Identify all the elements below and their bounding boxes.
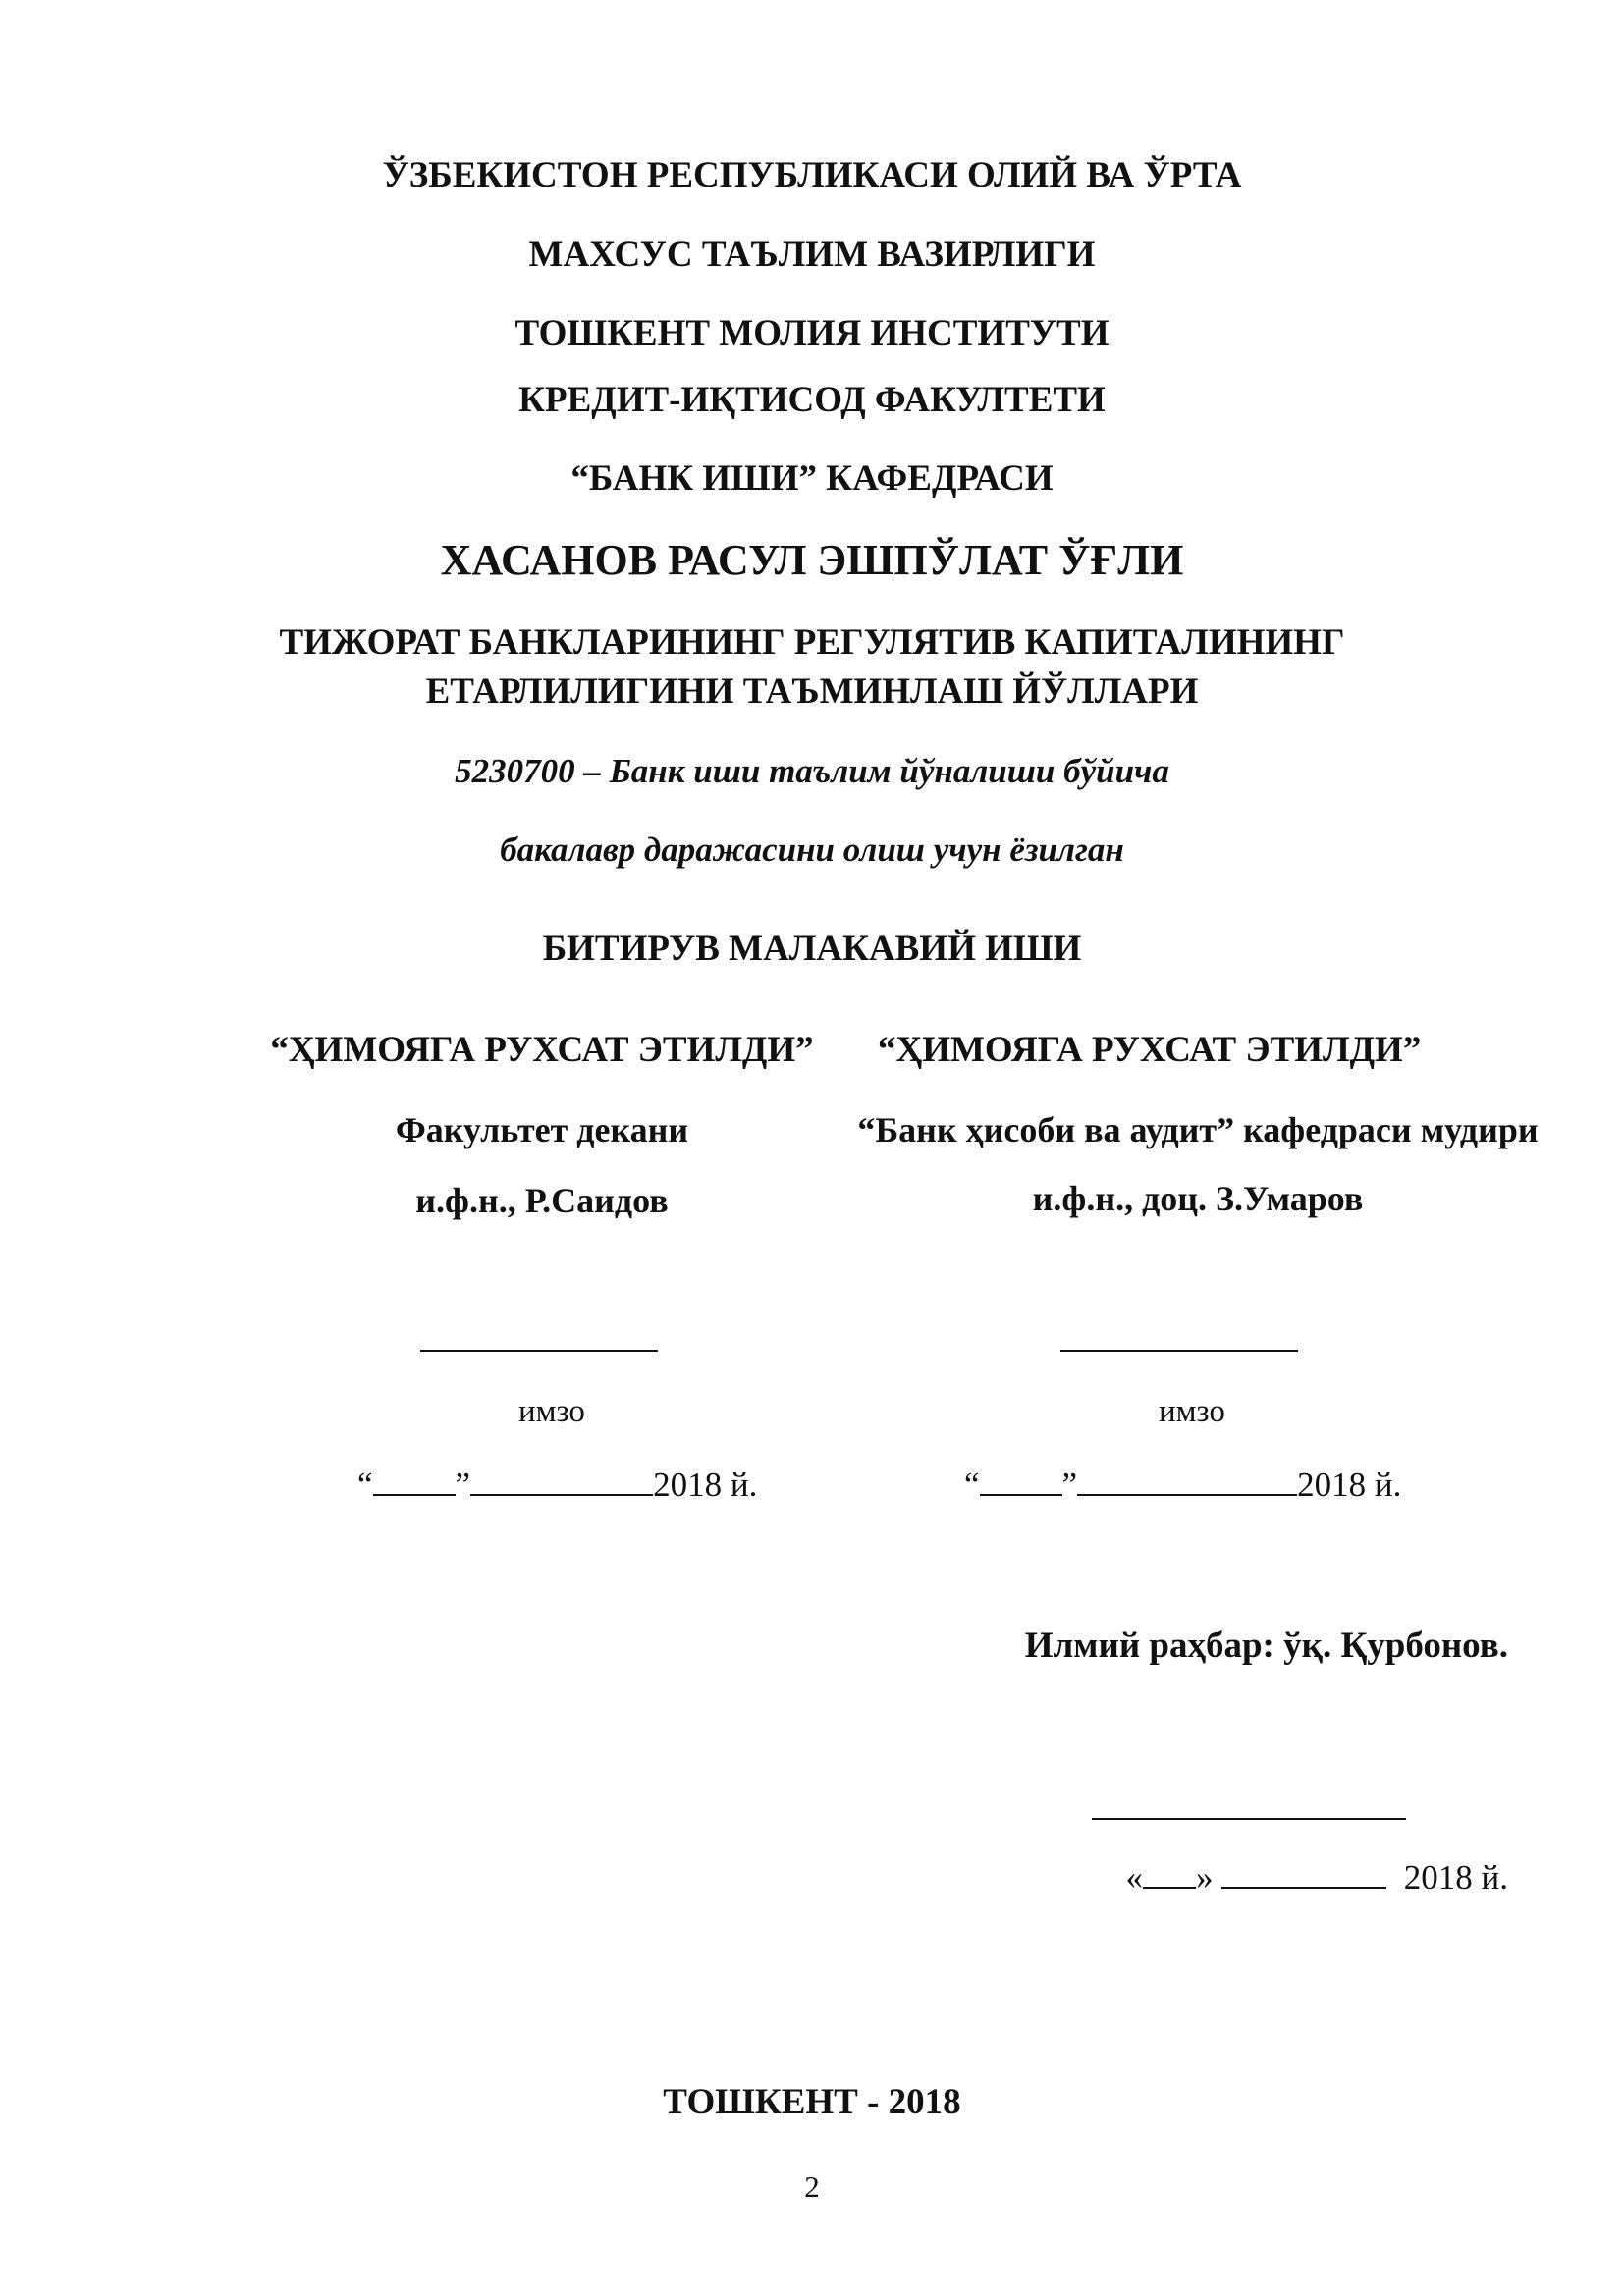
approval-right-signature-line (1060, 1350, 1298, 1352)
approval-left-date-open-quote: “ (357, 1466, 373, 1504)
approval-right-date-day-blank (980, 1493, 1062, 1496)
approval-left-date-day-blank (373, 1493, 456, 1496)
department-name: “БАНК ИШИ” КАФЕДРАСИ (570, 458, 1054, 499)
specialty-line-1: 5230700 – Банк иши таълим йўналиши бўйича (455, 752, 1169, 790)
approval-left-date-close-quote: ” (455, 1466, 471, 1504)
city-year: ТОШКЕНТ - 2018 (663, 2082, 961, 2122)
approval-left-heading: “ҲИМОЯГА РУХСАТ ЭТИЛДИ” (270, 1030, 814, 1070)
supervisor-date (1126, 1858, 1508, 1897)
approval-right-signature-label: имзо (1159, 1394, 1225, 1429)
approval-right-date (964, 1466, 1401, 1505)
specialty-line-2: бакалавр даражасини олиш учун ёзилган (500, 830, 1124, 869)
thesis-title-line-1: ТИЖОРАТ БАНКЛАРИНИНГ РЕГУЛЯТИВ КАПИТАЛИНИНГ (279, 622, 1345, 663)
approval-left-date-year: 2018 й. (653, 1466, 758, 1504)
approval-right-date-close-quote: ” (1061, 1466, 1078, 1504)
approval-left-date-month-blank (470, 1493, 653, 1496)
ministry-line-1: ЎЗБЕКИСТОН РЕСПУБЛИКАСИ ОЛИЙ ВА ЎРТА (382, 155, 1242, 195)
approval-left-details (228, 1105, 856, 1221)
approval-left-signature-line (420, 1350, 658, 1352)
author-name: ХАСАНОВ РАСУЛ ЭШПЎЛАТ ЎҒЛИ (440, 536, 1184, 584)
ministry-line-2: МАХСУС ТАЪЛИМ ВАЗИРЛИГИ (528, 235, 1096, 275)
approval-right-date-open-quote: “ (964, 1466, 980, 1504)
approval-right-date-year: 2018 й. (1297, 1466, 1402, 1504)
approval-right-role: “Банк ҳисоби ва аудит” кафедраси мудири (857, 1110, 1539, 1149)
approval-right-date-month-blank (1077, 1493, 1297, 1496)
supervisor-date-year: 2018 й. (1403, 1858, 1508, 1896)
thesis-title-line-2: ЕТАРЛИЛИГИНИ ТАЪМИНЛАШ ЙЎЛЛАРИ (425, 671, 1199, 712)
work-type: БИТИРУВ МАЛАКАВИЙ ИШИ (542, 929, 1082, 969)
faculty-name: КРЕДИТ-ИҚТИСОД ФАКУЛТЕТИ (518, 380, 1106, 420)
page-number: 2 (804, 2169, 820, 2204)
approval-right (864, 1029, 1610, 1071)
approval-left (228, 1029, 856, 1071)
approval-left-signature-label: имзо (518, 1394, 585, 1429)
supervisor-date-day-blank (1143, 1886, 1196, 1889)
institute-name: ТОШКЕНТ МОЛИЯ ИНСТИТУТИ (514, 313, 1110, 353)
supervisor-date-open-quote: « (1125, 1858, 1144, 1896)
approval-left-person: и.ф.н., Р.Саидов (415, 1181, 669, 1220)
approval-right-person: и.ф.н., доц. З.Умаров (1032, 1179, 1364, 1218)
supervisor-signature-line (1092, 1818, 1406, 1820)
supervisor-date-close-quote: » (1196, 1858, 1214, 1896)
supervisor-label: Илмий раҳбар: ўқ. Қурбонов. (1024, 1626, 1508, 1666)
approval-right-details (844, 1105, 1551, 1219)
approval-right-heading: “ҲИМОЯГА РУХСАТ ЭТИЛДИ” (878, 1030, 1422, 1070)
approval-left-date (357, 1466, 757, 1505)
supervisor-date-month-blank (1221, 1886, 1386, 1889)
approval-left-role: Факультет декани (395, 1110, 689, 1149)
